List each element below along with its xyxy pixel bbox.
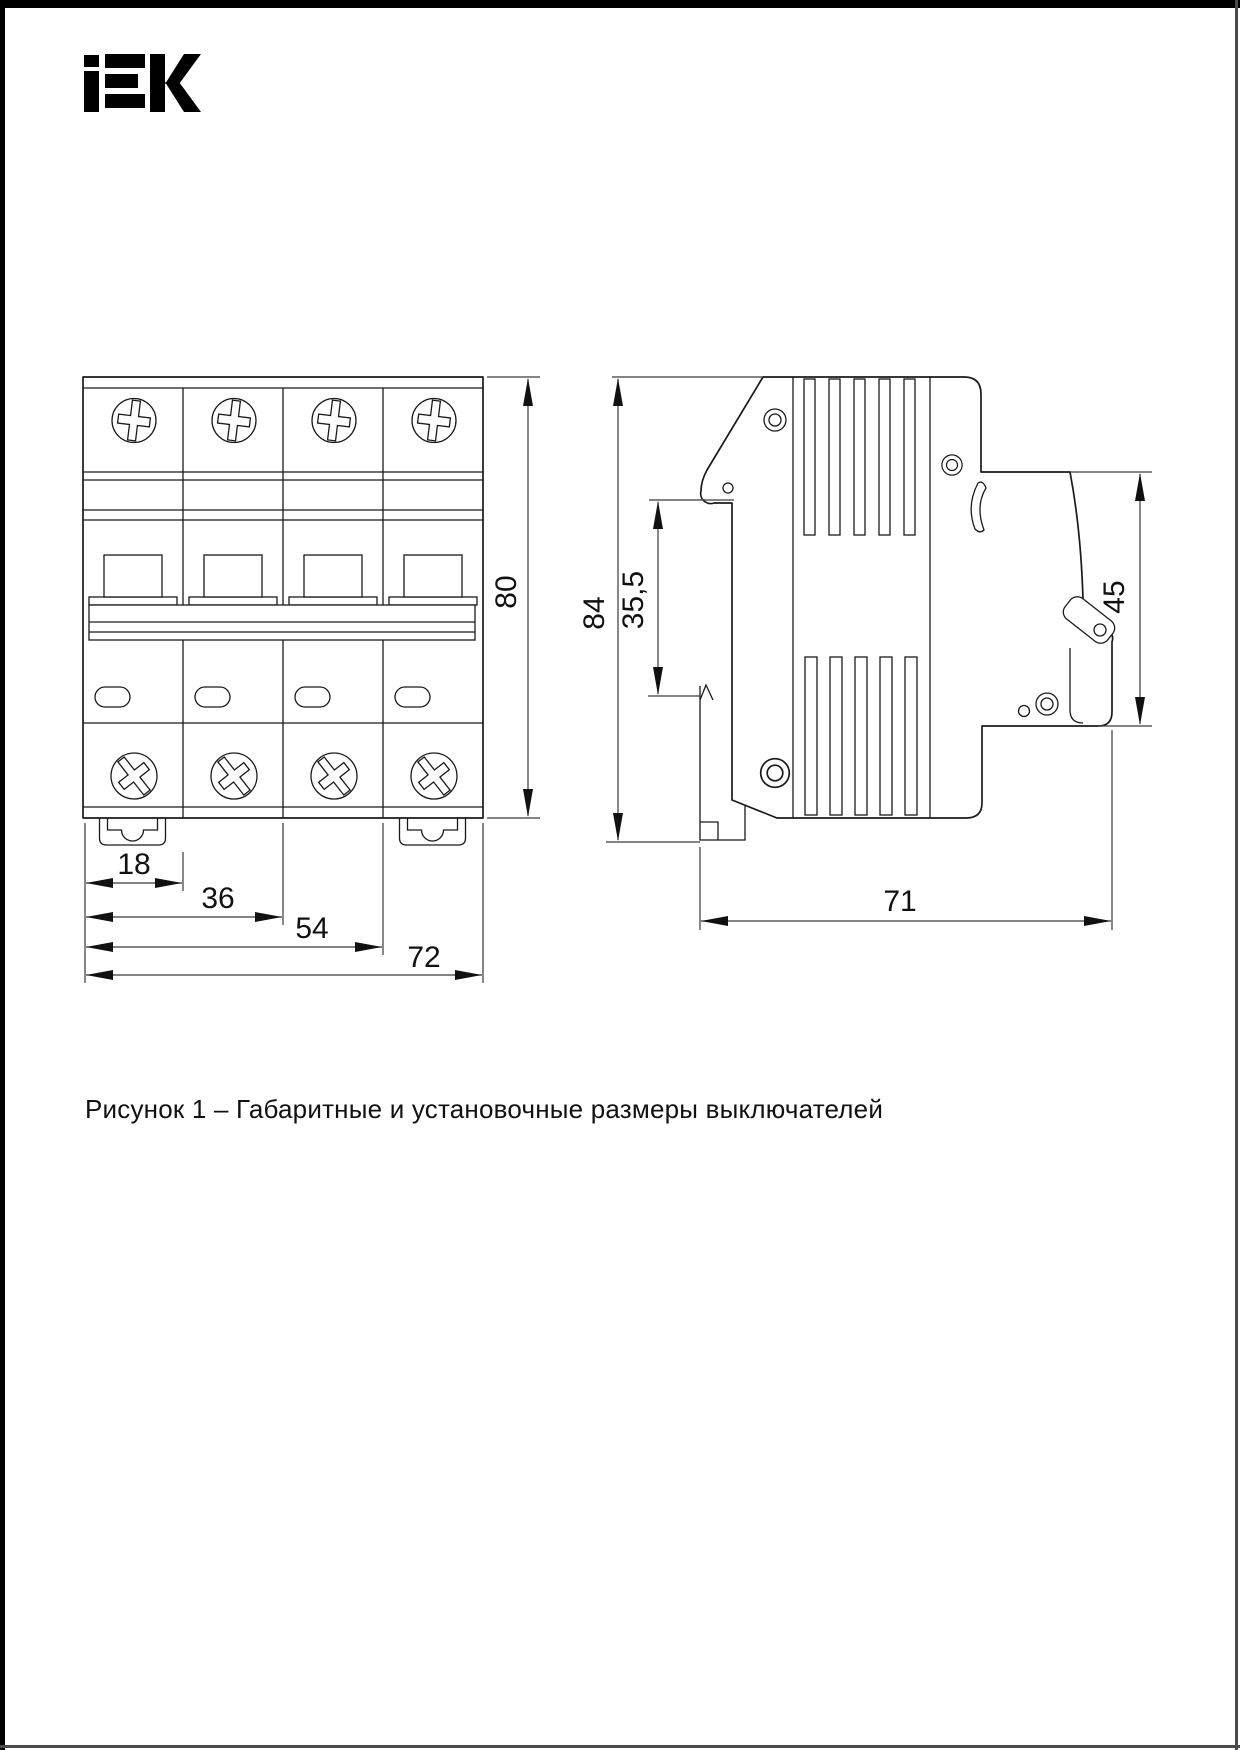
dim-label-80: 80 xyxy=(490,575,523,609)
handle-tie-bar xyxy=(89,605,475,640)
technical-drawing xyxy=(0,330,1240,1020)
side-view-drawing xyxy=(700,377,1118,840)
dim-label-35-5: 35,5 xyxy=(617,570,650,630)
dim-label-84: 84 xyxy=(578,596,611,630)
page-border-top xyxy=(0,0,1240,8)
dimension-36 xyxy=(86,882,282,922)
dim-label-72: 72 xyxy=(407,941,441,974)
dim-label-71: 71 xyxy=(883,885,917,918)
dimension-80 xyxy=(487,377,540,818)
dim-label-36: 36 xyxy=(201,882,235,915)
dim-label-54: 54 xyxy=(295,912,329,945)
figure-caption: Рисунок 1 – Габаритные и установочные размеры выключателей xyxy=(85,1094,884,1124)
iek-logo-letters xyxy=(84,54,201,112)
iek-logo xyxy=(82,53,202,115)
page-border-bottom xyxy=(0,1745,1240,1748)
dimension-35-5 xyxy=(617,500,734,696)
dimension-54 xyxy=(86,912,382,952)
dim-label-18: 18 xyxy=(117,848,151,881)
dimension-18 xyxy=(86,848,182,888)
dim-label-45: 45 xyxy=(1098,580,1131,614)
front-view-drawing xyxy=(83,377,483,845)
